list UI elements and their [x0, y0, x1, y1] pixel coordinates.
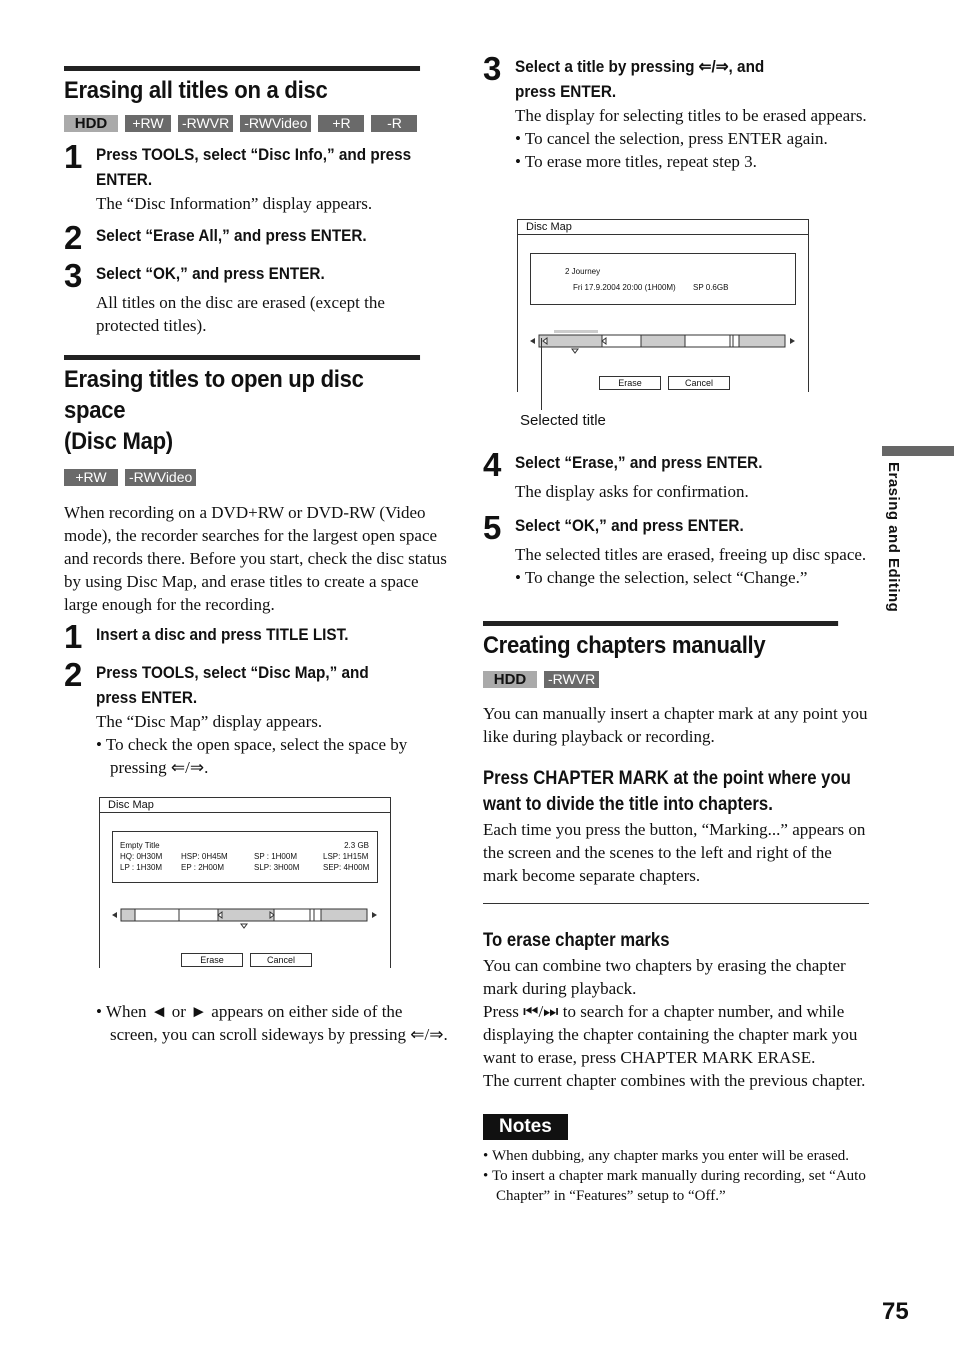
step-body: The selected titles are erased, freeing up disc space.	[515, 545, 867, 564]
chapter-mark-body: Each time you press the button, “Marking...” appears on the screen and the scenes to the left and right of the mark become separate chapters.	[483, 820, 866, 885]
step-5: 5 Select “OK,” and press ENTER.	[483, 509, 744, 546]
step-heading: Press TOOLS, select “Disc Map,” and	[96, 663, 369, 682]
badge-plus-rw: +RW	[125, 115, 171, 132]
notes-label: Notes	[483, 1114, 568, 1140]
scroll-left-icon	[112, 912, 117, 918]
bar-selected-title	[539, 335, 602, 347]
step-4: 4 Select “Erase,” and press ENTER.	[483, 446, 763, 483]
chapter-mark-heading	[483, 766, 869, 818]
section-title-chapters: Creating chapters manually	[483, 621, 838, 661]
bar-segment	[739, 335, 785, 347]
step-heading: Select a title by pressing ⇐/⇒, and	[515, 57, 765, 76]
info-title: Empty Title	[120, 841, 160, 850]
scroll-left-icon	[530, 338, 535, 344]
title-date: Fri 17.9.2004 20:00 (1H00M)	[573, 283, 676, 292]
step-3: 3 Select a title by pressing ⇐/⇒, and press ENTER.	[483, 54, 871, 104]
step-heading: Select “Erase All,” and press ENTER.	[96, 226, 367, 245]
disc-badges	[483, 671, 869, 688]
badge-plus-rw: +RW	[64, 469, 118, 486]
bar-segment	[121, 909, 135, 921]
disc-map-screen-empty	[99, 797, 391, 968]
step-heading: press ENTER.	[515, 82, 617, 101]
page-number: 75	[882, 1298, 909, 1325]
disc-map-title: Disc Map	[518, 220, 808, 235]
scroll-right-icon	[790, 338, 795, 344]
erase-button[interactable]: Erase	[181, 953, 243, 967]
right-column-chapters	[483, 621, 869, 1206]
step-heading: ENTER.	[96, 170, 153, 189]
badge-minus-rw-video: -RWVideo	[125, 469, 196, 486]
bullet: • To cancel the selection, press ENTER again.	[515, 129, 828, 148]
step-1: 1 Press TOOLS, select “Disc Info,” and press ENTER.	[64, 142, 451, 192]
note-text: To insert a chapter mark manually during recording, set “Auto Chapter” in “Features” setup to “Off.”	[492, 1168, 866, 1204]
side-tab-bar	[882, 446, 954, 456]
left-column	[64, 66, 451, 779]
bullet: • When ◄ or ► appears on either side of the screen, you can scroll sideways by pressing ⇐/⇒.	[96, 1002, 448, 1044]
step-body: All titles on the disc are erased (except the protected titles).	[96, 293, 385, 335]
badge-hdd: HDD	[483, 671, 537, 688]
right-column-steps	[483, 446, 871, 589]
badge-minus-rw-vr: -RWVR	[178, 115, 233, 132]
scroll-bullet	[96, 1000, 451, 1046]
badge-minus-rw-video: -RWVideo	[240, 115, 311, 132]
disc-map-bar	[100, 902, 390, 942]
info-cell: LP : 1H30M	[120, 863, 163, 872]
badge-hdd: HDD	[64, 115, 118, 132]
scroll-right-icon	[372, 912, 377, 918]
heading-line: Press CHAPTER MARK at the point where you	[483, 768, 851, 789]
erase-chapter-heading: To erase chapter marks	[483, 930, 670, 951]
bar-selected-space	[218, 909, 274, 921]
bullet: • To erase more titles, repeat step 3.	[515, 152, 757, 171]
notes-list	[483, 1146, 869, 1206]
step-2: 2 Press TOOLS, select “Disc Map,” and press ENTER.	[64, 660, 451, 710]
intro-paragraph: When recording on a DVD+RW or DVD-RW (Video mode), the recorder searches for the largest open space and records there. Before you start, check the disc status by using Disc Map, and erase titles to create a space large enough for the recording.	[64, 503, 447, 614]
step-2: 2 Select “Erase All,” and press ENTER.	[64, 219, 367, 256]
note-text: When dubbing, any chapter marks you enter will be erased.	[492, 1148, 849, 1164]
info-cell: SP : 1H00M	[254, 852, 297, 861]
info-cell: SLP: 3H00M	[254, 863, 300, 872]
callout-label: Selected title	[520, 412, 606, 429]
bullet: • To change the selection, select “Change.”	[515, 568, 808, 587]
step-heading: press ENTER.	[96, 688, 198, 707]
intro-paragraph: You can manually insert a chapter mark at any point you like during playback or recording.	[483, 704, 868, 746]
section-title-disc-map	[64, 355, 420, 457]
step-body: The “Disc Information” display appears.	[96, 194, 373, 213]
bar-segment	[641, 335, 685, 347]
cancel-button[interactable]: Cancel	[250, 953, 312, 967]
heading-line: want to divide the title into chapters.	[483, 794, 773, 815]
step-3: 3 Select “OK,” and press ENTER.	[64, 257, 325, 294]
step-1: 1 Insert a disc and press TITLE LIST.	[64, 618, 349, 655]
title-info-box	[530, 253, 796, 305]
title-line: Erasing titles to open up disc space	[64, 366, 364, 424]
step-body: The display for selecting titles to be erased appears.	[515, 106, 867, 125]
title-line: (Disc Map)	[64, 428, 173, 455]
notes-label-wrap	[483, 1114, 869, 1140]
step-heading: Select “OK,” and press ENTER.	[515, 516, 744, 535]
disc-badges	[64, 469, 451, 486]
empty-title-info-box	[112, 831, 378, 883]
cancel-button[interactable]: Cancel	[668, 376, 730, 390]
disc-map-bar	[518, 325, 808, 365]
info-cell: SEP: 4H00M	[323, 863, 370, 872]
note-item: • When dubbing, any chapter marks you enter will be erased.	[483, 1148, 849, 1164]
badge-minus-rw-vr: -RWVR	[544, 671, 599, 688]
right-column-top	[483, 50, 871, 173]
badge-minus-r: -R	[371, 115, 417, 132]
title-name: 2 Journey	[565, 267, 601, 276]
erase-body: The current chapter combines with the previous chapter.	[483, 1071, 866, 1090]
step-heading: Press TOOLS, select “Disc Info,” and press	[96, 145, 412, 164]
info-cell: HQ: 0H30M	[120, 852, 163, 861]
info-cell: LSP: 1H15M	[323, 852, 369, 861]
erase-button[interactable]: Erase	[599, 376, 661, 390]
info-size: 2.3 GB	[344, 841, 369, 850]
disc-badges	[64, 115, 451, 132]
step-heading: Select “OK,” and press ENTER.	[96, 264, 325, 283]
title-mode-size: SP 0.6GB	[693, 283, 729, 292]
callout-line	[541, 338, 542, 410]
erase-body: Press ⏮/⏭ to search for a chapter number, and while displaying the chapter containing the chapter mark you want to erase, press CHAPTER MARK ERASE.	[483, 1002, 858, 1067]
disc-map-screen-title	[517, 219, 809, 392]
step-body: The display asks for confirmation.	[515, 482, 749, 501]
badge-plus-r: +R	[318, 115, 364, 132]
info-cell: HSP: 0H45M	[181, 852, 228, 861]
disc-map-title: Disc Map	[100, 798, 390, 813]
erase-body: You can combine two chapters by erasing the chapter mark during playback.	[483, 956, 846, 998]
side-tab-label: Erasing and Editing	[885, 462, 902, 613]
step-heading: Insert a disc and press TITLE LIST.	[96, 625, 349, 644]
divider	[483, 903, 869, 904]
section-title-erase-all: Erasing all titles on a disc	[64, 66, 420, 106]
bullet: • To check the open space, select the space by pressing ⇐/⇒.	[96, 735, 408, 777]
bar-segment	[321, 909, 367, 921]
step-heading: Select “Erase,” and press ENTER.	[515, 453, 763, 472]
note-item: • To insert a chapter mark manually during recording, set “Auto Chapter” in “Features” setup to “Off.”	[483, 1168, 866, 1204]
step-body: The “Disc Map” display appears.	[96, 712, 323, 731]
info-cell: EP : 2H00M	[181, 863, 224, 872]
